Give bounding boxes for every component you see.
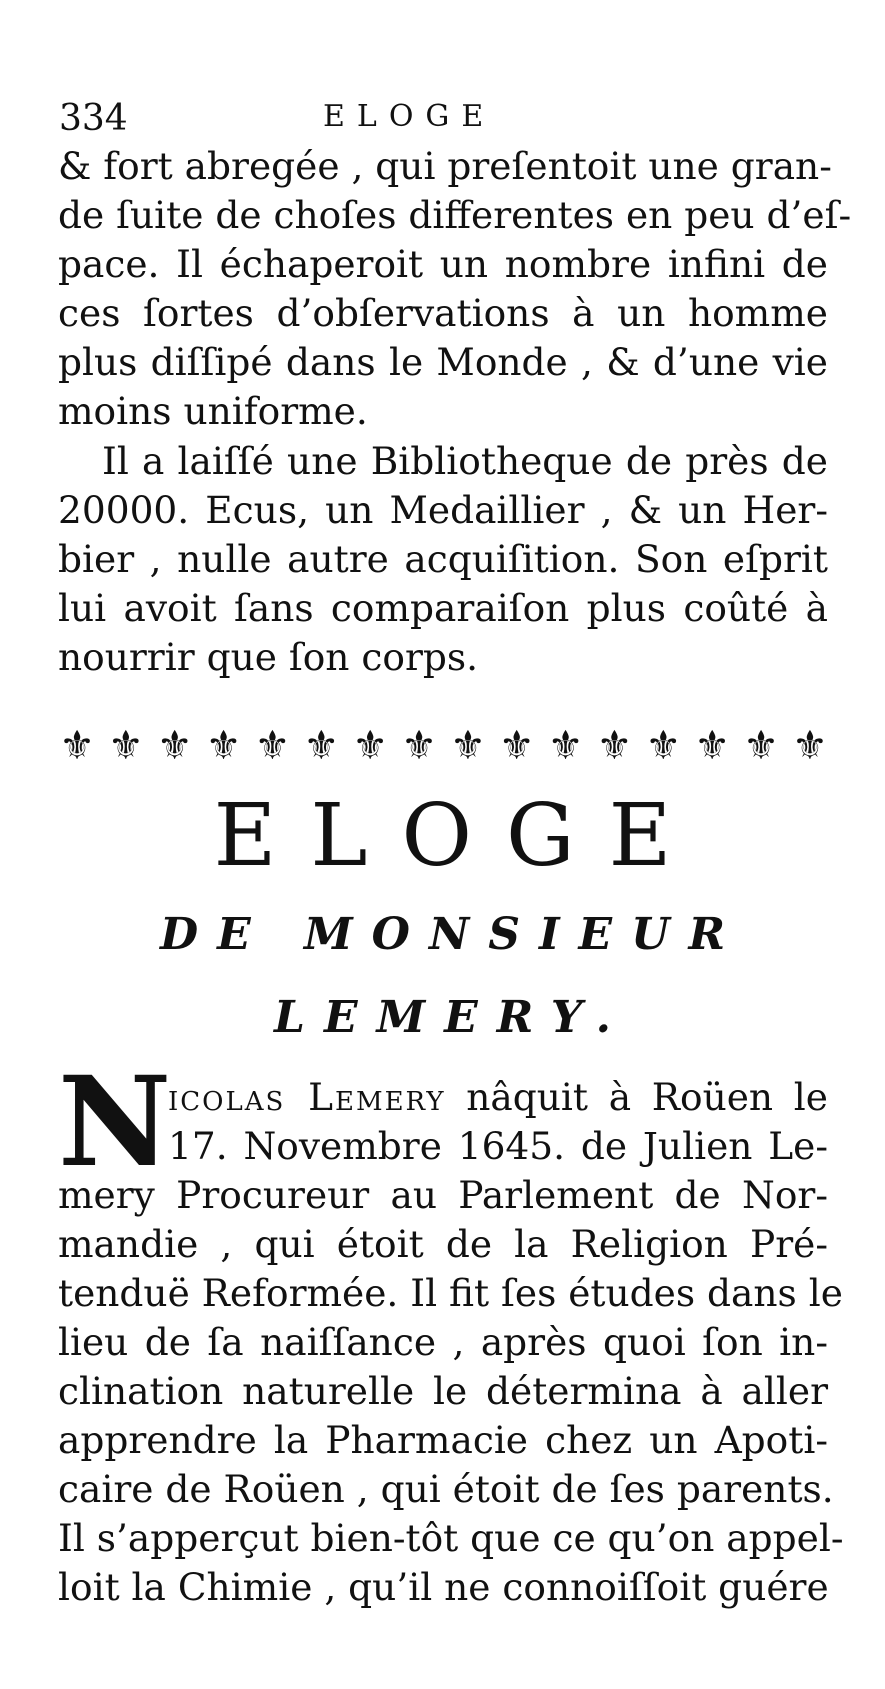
text-line bbox=[58, 1073, 828, 1122]
author-name-smallcaps: icolas Lemery bbox=[168, 1075, 446, 1119]
fleur-de-lis-icon: ⚜ bbox=[449, 723, 486, 769]
text-line: clination naturelle le détermina à aller bbox=[58, 1369, 828, 1413]
page-number: 334 bbox=[59, 98, 128, 139]
text-line: moins uniforme. bbox=[58, 389, 368, 433]
eloge-subject-name: LEMERY. bbox=[274, 992, 630, 1043]
text-line: apprendre la Pharmacie chez un Apoti- bbox=[58, 1418, 828, 1462]
continuation-paragraph bbox=[58, 142, 852, 436]
text-line: de ſuite de choſes differentes en peu d’eſ- bbox=[58, 193, 852, 237]
fleur-de-lis-icon: ⚜ bbox=[596, 723, 633, 769]
text-line: Il s’apperçut bien-tôt que ce qu’on appel- bbox=[58, 1516, 844, 1560]
fleur-de-lis-icon: ⚜ bbox=[401, 723, 437, 769]
text-line: ces ſortes d’obſervations à un homme bbox=[58, 291, 828, 335]
fleur-de-lis-ornament-band bbox=[56, 718, 831, 774]
text-fragment: nâquit à Roüen le bbox=[445, 1075, 828, 1119]
fleur-de-lis-icon: ⚜ bbox=[303, 723, 340, 769]
drop-cap: N bbox=[58, 1050, 172, 1195]
text-line: plus diſſipé dans le Monde , & d’une vie bbox=[58, 340, 828, 384]
fleur-de-lis-icon: ⚜ bbox=[107, 723, 144, 769]
library-paragraph bbox=[58, 437, 828, 682]
fleur-de-lis-icon: ⚜ bbox=[352, 723, 389, 769]
text-line: loit la Chimie , qu’il ne connoiſſoit guére bbox=[58, 1565, 829, 1609]
eloge-title: ELOGE bbox=[213, 786, 706, 886]
fleur-de-lis-icon: ⚜ bbox=[498, 723, 535, 769]
text-line: tenduë Reformée. Il fit ſes études dans le bbox=[58, 1271, 843, 1315]
fleur-de-lis-icon: ⚜ bbox=[254, 723, 291, 769]
fleur-de-lis-icon: ⚜ bbox=[694, 723, 731, 769]
text-line: lieu de ſa naiſſance , après quoi ſon in- bbox=[58, 1320, 828, 1364]
fleur-de-lis-icon: ⚜ bbox=[547, 723, 584, 769]
eloge-subtitle: DE MONSIEUR bbox=[159, 909, 745, 960]
text-line: bier , nulle autre acquiſition. Son eſprit bbox=[58, 537, 828, 581]
running-head bbox=[55, 92, 835, 142]
fleur-de-lis-icon: ⚜ bbox=[645, 723, 682, 769]
text-line: Il a laiſſé une Bibliotheque de près de bbox=[102, 439, 828, 483]
biography-paragraph bbox=[58, 1050, 844, 1612]
text-line: mery Procureur au Parlement de Nor- bbox=[58, 1173, 828, 1217]
text-line: 20000. Ecus, un Medaillier , & un Her- bbox=[58, 488, 828, 532]
text-line: caire de Roüen , qui étoit de ſes parents. bbox=[58, 1467, 834, 1511]
text-line: pace. Il échaperoit un nombre infini de bbox=[58, 242, 828, 286]
fleur-de-lis-icon: ⚜ bbox=[205, 723, 242, 769]
text-line: mandie , qui étoit de la Religion Pré- bbox=[58, 1222, 828, 1266]
fleur-de-lis-icon: ⚜ bbox=[59, 723, 95, 769]
fleur-de-lis-icon: ⚜ bbox=[743, 723, 779, 769]
text-line: lui avoit ſans comparaiſon plus coûté à bbox=[58, 586, 828, 630]
fleur-de-lis-icon: ⚜ bbox=[791, 723, 828, 769]
text-line: & fort abregée , qui preſentoit une gran- bbox=[58, 144, 832, 188]
text-line: 17. Novembre 1645. de Julien Le- bbox=[168, 1124, 828, 1168]
text-line: nourrir que ſon corps. bbox=[58, 635, 479, 679]
fleur-de-lis-icon: ⚜ bbox=[156, 723, 193, 769]
running-title: ELOGE bbox=[323, 99, 496, 134]
